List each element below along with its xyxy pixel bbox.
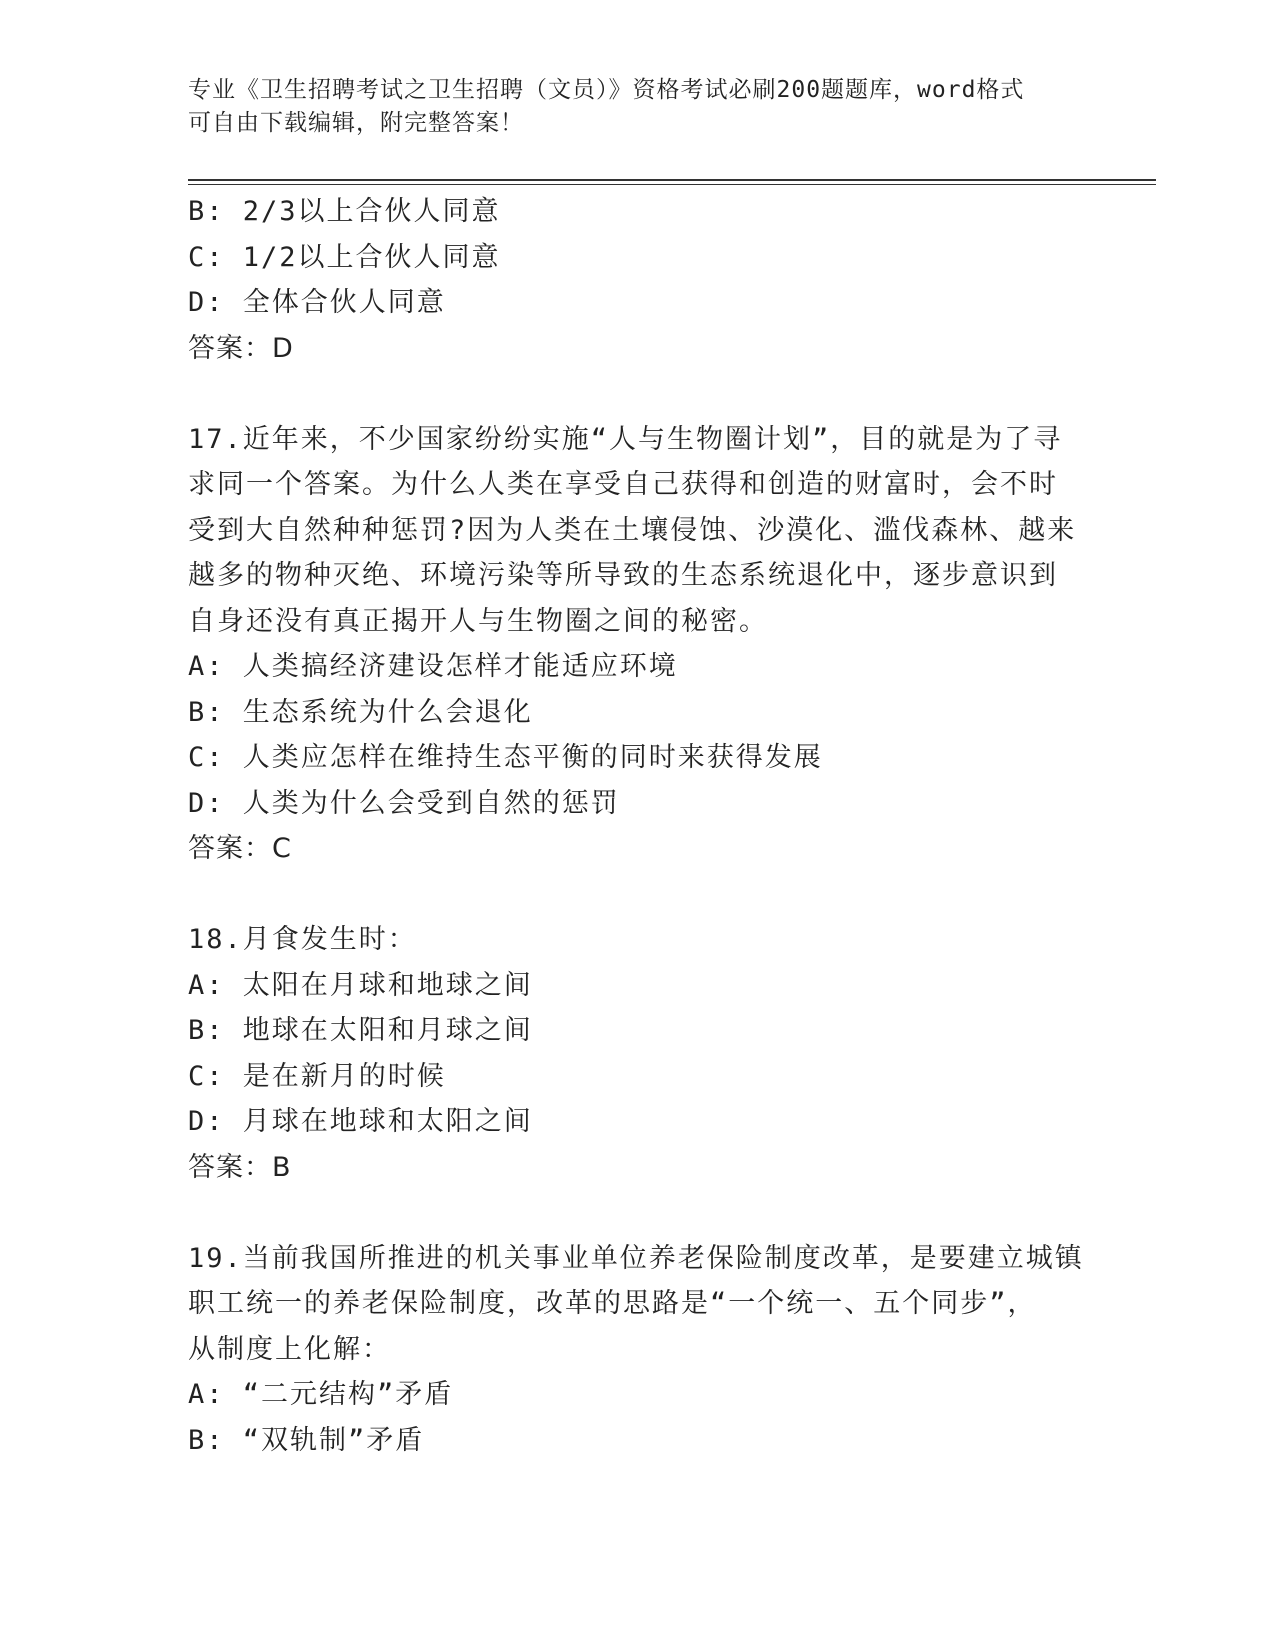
question-stem-line: 求同一个答案。为什么人类在享受自己获得和创造的财富时，会不时 (188, 469, 1058, 500)
question-list (188, 189, 1088, 1463)
option-b: B: “双轨制”矛盾 (188, 1424, 425, 1456)
option-a: A: 人类搞经济建设怎样才能适应环境 (188, 651, 678, 682)
spacer (188, 1190, 1088, 1236)
option-c: C: 人类应怎样在维持生态平衡的同时来获得发展 (188, 742, 823, 773)
option-b: B: 地球在太阳和月球之间 (188, 1015, 533, 1046)
option-c: C: 1/2以上合伙人同意 (188, 241, 501, 273)
question-stem-line: 越多的物种灭绝、环境污染等所导致的生态系统退化中，逐步意识到 (188, 560, 1058, 591)
answer-line: 答案：D (188, 332, 294, 364)
header-divider-thin (188, 184, 1156, 185)
option-a: A: “二元结构”矛盾 (188, 1379, 454, 1410)
spacer (188, 371, 1088, 417)
question-stem-line: 从制度上化解： (188, 1333, 391, 1365)
question-16-continued (188, 189, 1088, 371)
option-b: B: 2/3以上合伙人同意 (188, 196, 501, 227)
document-header (188, 74, 1088, 140)
option-d: D: 人类为什么会受到自然的惩罚 (188, 787, 620, 819)
option-d: D: 月球在地球和太阳之间 (188, 1106, 533, 1137)
header-title-line-1: 专业《卫生招聘考试之卫生招聘（文员）》资格考试必刷200题题库，word格式 (188, 77, 1025, 103)
question-stem-line: 受到大自然种种惩罚?因为人类在土壤侵蚀、沙漠化、滥伐森林、越来 (188, 514, 1077, 546)
header-divider-thick (188, 179, 1156, 181)
question-stem-line: 自身还没有真正揭开人与生物圈之间的秘密。 (188, 605, 768, 637)
answer-line: 答案：B (188, 1151, 292, 1183)
question-stem-line: 19.当前我国所推进的机关事业单位养老保险制度改革，是要建立城镇 (188, 1242, 1084, 1274)
option-a: A: 太阳在月球和地球之间 (188, 969, 533, 1001)
question-stem-line: 17.近年来，不少国家纷纷实施“人与生物圈计划”，目的就是为了寻 (188, 423, 1063, 455)
question-17 (188, 417, 1088, 872)
header-title-line-2: 可自由下载编辑，附完整答案！ (188, 110, 524, 136)
question-19 (188, 1236, 1088, 1464)
answer-line: 答案：C (188, 833, 292, 864)
spacer (188, 872, 1088, 918)
question-stem-line: 职工统一的养老保险制度，改革的思路是“一个统一、五个同步”， (188, 1288, 1037, 1319)
option-d: D: 全体合伙人同意 (188, 287, 446, 318)
option-b: B: 生态系统为什么会退化 (188, 696, 533, 728)
option-c: C: 是在新月的时候 (188, 1060, 446, 1092)
question-stem-line: 18.月食发生时： (188, 924, 417, 955)
question-18 (188, 917, 1088, 1190)
